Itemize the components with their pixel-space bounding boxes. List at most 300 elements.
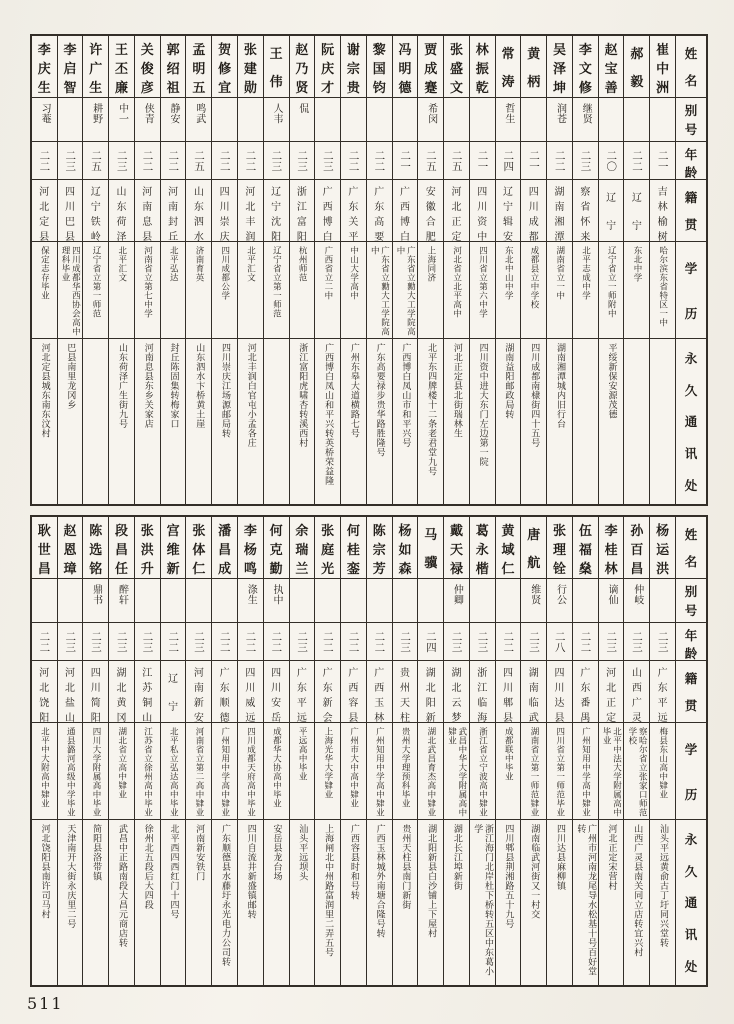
age-cell-text: 二八 (553, 630, 566, 653)
name-cell (83, 36, 108, 97)
alias-cell (161, 97, 186, 141)
education-cell (547, 722, 572, 819)
address-cell (624, 819, 649, 985)
name-cell (367, 36, 392, 97)
age-cell (32, 622, 57, 660)
native-cell-text: 察 省 怀 来 (580, 187, 591, 241)
name-cell-text: 吴 泽 坤 (553, 43, 567, 96)
header-native (676, 179, 706, 241)
name-cell (418, 517, 443, 578)
native-cell (393, 660, 418, 722)
education-cell (264, 722, 289, 819)
native-cell (470, 660, 495, 722)
alias-cell (264, 578, 289, 622)
header-native-text: 籍 贯 (684, 670, 698, 714)
address-cell-text: 广州市河南龙尾导水松基十号百好堂转 (575, 824, 597, 976)
education-cell (290, 722, 315, 819)
education-cell (496, 241, 521, 338)
age-cell (418, 141, 443, 179)
native-cell (58, 179, 83, 241)
education-cell-text: 广州知用中学高中肄业 (374, 727, 385, 817)
address-cell-text: 汕头平远坝头 (297, 824, 308, 881)
native-cell (58, 660, 83, 722)
age-cell-text: 二二 (502, 630, 515, 653)
native-cell (290, 660, 315, 722)
alias-cell (212, 578, 237, 622)
person-column (470, 517, 496, 985)
age-cell (599, 622, 624, 660)
address-cell (496, 819, 521, 985)
address-cell (315, 338, 340, 504)
name-cell (393, 517, 418, 578)
person-column (573, 36, 599, 504)
native-cell (599, 660, 624, 722)
native-cell-text: 山 东 荷 泽 (116, 187, 127, 241)
name-cell (599, 36, 624, 97)
age-cell (83, 141, 108, 179)
name-cell-text: 陈 选 铭 (89, 524, 103, 577)
alias-cell (32, 578, 57, 622)
education-cell-text: 东北中学 (632, 246, 643, 282)
name-cell (186, 517, 211, 578)
address-cell-text: 巴县南里龙冈乡 (65, 343, 76, 410)
name-cell-text: 许 广 生 (89, 43, 103, 96)
person-column (624, 36, 650, 504)
native-cell-text: 贵 州 天 柱 (399, 668, 410, 722)
name-cell (624, 517, 649, 578)
address-cell (161, 338, 186, 504)
education-cell (83, 241, 108, 338)
native-cell-text: 四 川 威 远 (245, 668, 256, 722)
age-cell-text: 二二 (579, 630, 592, 653)
native-cell-text: 湖 南 湘 潭 (554, 187, 565, 241)
education-cell-text: 广西省立二中 (322, 246, 333, 300)
alias-cell (521, 97, 546, 141)
address-cell-text: 平绥新保安源茂德 (606, 343, 617, 419)
address-cell (315, 819, 340, 985)
person-column (238, 36, 264, 504)
person-column (212, 517, 238, 985)
education-cell-text: 通县潞河高级中学毕业 (65, 727, 76, 817)
address-cell (418, 338, 443, 504)
person-column (341, 517, 367, 985)
name-cell-text: 赵 乃 贤 (295, 43, 309, 96)
native-cell (624, 660, 649, 722)
person-column (496, 36, 522, 504)
age-cell (650, 622, 675, 660)
native-cell-text: 河 北 定 县 (39, 187, 50, 241)
alias-cell (573, 578, 598, 622)
native-cell-text: 浙 江 临 海 (477, 668, 488, 722)
name-cell-text: 张 洪 升 (140, 524, 154, 577)
native-cell-text: 广 东 顺 德 (219, 668, 230, 722)
alias-cell (444, 97, 469, 141)
name-cell (341, 517, 366, 578)
age-cell-text: 二二 (141, 149, 154, 172)
alias-cell (547, 578, 572, 622)
age-cell-text: 二三 (399, 630, 412, 653)
address-cell (161, 819, 186, 985)
education-cell-text: 济南育英 (194, 246, 205, 282)
education-cell-text: 哈尔滨东省特区一中 (657, 246, 668, 327)
header-address-text: 永 久 通 讯 处 (684, 831, 698, 975)
age-cell-text: 二三 (605, 630, 618, 653)
person-column (341, 36, 367, 504)
name-cell-text: 潘 昌 成 (218, 524, 232, 577)
native-cell-text: 四 川 郫 县 (503, 668, 514, 722)
age-cell-text: 二三 (321, 149, 334, 172)
name-cell-text: 李 桂 林 (604, 524, 618, 577)
name-cell (444, 517, 469, 578)
native-cell (161, 179, 186, 241)
name-cell (212, 517, 237, 578)
age-cell (32, 141, 57, 179)
native-cell-text: 四 川 成 都 (528, 187, 539, 241)
native-cell-text: 河 北 正 定 (451, 187, 462, 241)
age-cell-text: 二三 (296, 149, 309, 172)
education-cell-text: 广州知用中学高中肄业 (219, 727, 230, 817)
age-cell-text: 二五 (193, 149, 206, 172)
name-cell (161, 517, 186, 578)
education-cell (418, 241, 443, 338)
age-cell (547, 622, 572, 660)
address-cell-text: 河北饶阳县南许司马村 (39, 824, 50, 919)
alias-cell-text: 耕野 (90, 103, 102, 124)
address-cell (83, 338, 108, 504)
age-cell (186, 622, 211, 660)
header-alias-text: 别 号 (684, 103, 698, 137)
name-cell (418, 36, 443, 97)
name-cell (521, 36, 546, 97)
native-cell-text: 浙 江 富 阳 (296, 187, 307, 241)
name-cell-text: 张 建 勋 (243, 43, 257, 96)
name-cell (341, 36, 366, 97)
age-cell-text: 二二 (347, 630, 360, 653)
native-cell (521, 660, 546, 722)
address-cell-text: 山西广灵县南关同立店转宜兴村 (632, 824, 643, 957)
native-cell (547, 660, 572, 722)
native-cell (109, 660, 134, 722)
native-cell (290, 179, 315, 241)
age-cell-text: 二三 (296, 630, 309, 653)
education-cell-text: 四川成都天府高中毕业 (245, 727, 256, 817)
age-cell-text: 二五 (424, 149, 437, 172)
native-cell (186, 660, 211, 722)
name-cell-text: 常 涛 (501, 47, 515, 90)
person-column (367, 517, 393, 985)
address-cell-text: 河南息县东乡关家店 (142, 343, 153, 429)
age-cell-text: 二〇 (605, 149, 618, 172)
person-column (418, 517, 444, 985)
person-column (521, 36, 547, 504)
name-cell (470, 517, 495, 578)
education-cell-text: 湖北武昌育杰高中肄业 (425, 727, 436, 817)
alias-cell (418, 578, 443, 622)
alias-cell (161, 578, 186, 622)
age-cell-text: 二三 (64, 149, 77, 172)
native-cell-text: 山 西 广 灵 (631, 668, 642, 722)
education-cell (32, 241, 57, 338)
address-cell-text: 广西博白凤山市和平兴号 (400, 343, 411, 448)
education-cell (315, 722, 340, 819)
education-cell-text: 河北省立北平高中 (451, 246, 462, 318)
name-cell-text: 王 丕 廉 (115, 43, 129, 96)
alias-cell-text: 中一 (116, 103, 128, 124)
native-cell (264, 179, 289, 241)
education-cell (573, 241, 598, 338)
header-name-text: 姓 名 (684, 526, 698, 570)
age-cell-text: 二一 (399, 149, 412, 172)
directory-table-bottom (30, 515, 708, 987)
education-cell (470, 241, 495, 338)
age-cell (290, 141, 315, 179)
native-cell (367, 660, 392, 722)
age-cell (573, 622, 598, 660)
alias-cell-text: 行公 (554, 584, 566, 605)
alias-cell (238, 578, 263, 622)
alias-cell-text: 希闵 (425, 103, 437, 124)
address-cell-text: 河北正定县北街瑞林生 (451, 343, 462, 438)
alias-cell (341, 578, 366, 622)
education-cell-text: 武昌中华大学附属高中肄业 (446, 727, 467, 817)
name-cell-text: 赵 恩 璋 (63, 524, 77, 577)
person-column (186, 36, 212, 504)
native-cell-text: 河 南 息 县 (142, 187, 153, 241)
education-cell-text: 广州知用中学高中肄业 (580, 727, 591, 817)
education-cell-text: 北平汇文 (245, 246, 256, 282)
name-cell (32, 517, 57, 578)
native-cell (341, 179, 366, 241)
address-cell-text: 封丘陈固集转梅家口 (168, 343, 179, 429)
header-education (676, 722, 706, 819)
name-cell-text: 何 克 勤 (269, 524, 283, 577)
age-cell-text: 二三 (527, 630, 540, 653)
education-cell (212, 722, 237, 819)
person-column (290, 517, 316, 985)
native-cell (264, 660, 289, 722)
person-column (624, 517, 650, 985)
age-cell-text: 二三 (270, 149, 283, 172)
address-cell-text: 山东泗水卞桥黄土崖 (194, 343, 205, 429)
education-cell-text: 上海同济 (425, 246, 436, 282)
native-cell-text: 湖 北 黄 冈 (116, 668, 127, 722)
alias-cell-text: 侠青 (142, 103, 154, 124)
education-cell-text: 四川大学附属高中毕业 (90, 727, 101, 817)
native-cell-text: 辽 宁 沈 阳 (271, 187, 282, 241)
education-cell (599, 241, 624, 338)
native-cell-text: 广 东 平 远 (296, 668, 307, 722)
education-cell (470, 722, 495, 819)
education-cell (186, 722, 211, 819)
education-cell-text: 广东省立勷大工学院高中 (394, 246, 416, 336)
native-cell (186, 179, 211, 241)
native-cell-text: 湖 北 云 梦 (451, 668, 462, 722)
name-cell-text: 贾 成 蹇 (424, 43, 438, 96)
address-cell-text: 武昌中正路南段大昌元商店转 (116, 824, 127, 948)
education-cell-text: 上海光华大学肄业 (322, 727, 333, 799)
name-cell-text: 李 庆 生 (37, 43, 51, 96)
address-cell (547, 819, 572, 985)
alias-cell-text: 哲生 (502, 103, 514, 124)
person-column (109, 517, 135, 985)
education-cell-text: 江苏省立徐州高中毕业 (142, 727, 153, 817)
alias-cell (83, 97, 108, 141)
name-cell-text: 黄 域 仁 (501, 524, 515, 577)
name-cell (161, 36, 186, 97)
age-cell-text: 二二 (270, 630, 283, 653)
address-cell-text: 四川资中进大东门左边第一院 (477, 343, 488, 467)
address-cell (83, 819, 108, 985)
address-cell (290, 819, 315, 985)
native-cell-text: 湖 南 临 武 (528, 668, 539, 722)
native-cell (212, 660, 237, 722)
name-cell (521, 517, 546, 578)
person-column (393, 36, 419, 504)
alias-cell (496, 97, 521, 141)
alias-cell-text: 醉轩 (116, 584, 128, 605)
age-cell (624, 141, 649, 179)
alias-cell-text: 执中 (271, 584, 283, 605)
age-cell (264, 622, 289, 660)
alias-cell-text: 继贤 (580, 103, 592, 124)
person-column (58, 517, 84, 985)
alias-cell-text: 习菴 (39, 103, 51, 124)
native-cell (135, 179, 160, 241)
alias-cell-text: 鸣武 (193, 103, 205, 124)
native-cell (212, 179, 237, 241)
education-cell-text: 梅县东山高中肄业 (657, 727, 668, 799)
native-cell (547, 179, 572, 241)
alias-cell (315, 578, 340, 622)
person-column (264, 517, 290, 985)
header-address-text: 永 久 通 讯 处 (684, 350, 698, 494)
education-cell (521, 722, 546, 819)
alias-cell (599, 578, 624, 622)
person-column (186, 517, 212, 985)
native-cell-text: 河 北 饶 阳 (39, 668, 50, 722)
name-cell (264, 517, 289, 578)
name-cell-text: 郝 毅 (630, 47, 644, 90)
native-cell-text: 辽 宁 (631, 193, 642, 232)
education-cell (496, 722, 521, 819)
education-cell (624, 241, 649, 338)
education-cell (650, 722, 675, 819)
person-column (599, 517, 625, 985)
native-cell-text: 河 南 封 丘 (168, 187, 179, 241)
education-cell (109, 241, 134, 338)
address-cell-text: 山东荷泽广生街九号 (116, 343, 127, 429)
age-cell-text: 二一 (527, 149, 540, 172)
age-cell-text: 二三 (631, 630, 644, 653)
education-cell (32, 722, 57, 819)
name-cell-text: 谢 宗 贵 (346, 43, 360, 96)
education-cell (418, 722, 443, 819)
header-address (676, 338, 706, 504)
name-cell-text: 贺 修 宜 (218, 43, 232, 96)
person-column (573, 517, 599, 985)
alias-cell (341, 97, 366, 141)
age-cell (496, 141, 521, 179)
education-cell (341, 722, 366, 819)
education-cell-text: 辽宁省立一师附中 (606, 246, 617, 318)
address-cell (290, 338, 315, 504)
address-cell (573, 338, 598, 504)
alias-cell (470, 578, 495, 622)
name-cell-text: 王 伟 (269, 47, 283, 90)
education-cell (264, 241, 289, 338)
alias-cell (650, 578, 675, 622)
name-cell (135, 517, 160, 578)
education-cell (599, 722, 624, 819)
name-cell (290, 517, 315, 578)
address-cell-text: 广西玉林城外南塘合隆号转 (374, 824, 385, 938)
native-cell (238, 179, 263, 241)
header-alias (676, 578, 706, 622)
age-cell (573, 141, 598, 179)
education-cell (186, 241, 211, 338)
alias-cell (624, 97, 649, 141)
education-cell-text: 四川省立第六中学 (477, 246, 488, 318)
education-cell-text: 湖南省立一中 (554, 246, 565, 300)
address-cell (444, 338, 469, 504)
address-cell (341, 819, 366, 985)
address-cell (418, 819, 443, 985)
native-cell-text: 辽 宁 辑 安 (503, 187, 514, 241)
name-cell-text: 马 骥 (424, 528, 438, 571)
education-cell (212, 241, 237, 338)
native-cell (444, 660, 469, 722)
person-column (547, 36, 573, 504)
native-cell-text: 广 东 平 远 (657, 668, 668, 722)
address-cell (264, 819, 289, 985)
native-cell (83, 660, 108, 722)
age-cell (650, 141, 675, 179)
native-cell-text: 四 川 资 中 (477, 187, 488, 241)
address-cell-text: 浙江海门北岸杜下桥转五区中东葛小学 (472, 824, 494, 976)
address-cell (109, 819, 134, 985)
native-cell-text: 辽 宁 (168, 674, 179, 713)
person-column (650, 36, 676, 504)
alias-cell (58, 578, 83, 622)
education-cell-text: 辽宁省立第一师范 (90, 246, 101, 318)
age-cell (315, 141, 340, 179)
education-cell (83, 722, 108, 819)
age-cell (470, 141, 495, 179)
age-cell (624, 622, 649, 660)
address-cell (650, 338, 675, 504)
alias-cell-text: 维贤 (528, 584, 540, 605)
alias-cell (238, 97, 263, 141)
alias-cell (367, 578, 392, 622)
name-cell-text: 耿 世 昌 (37, 524, 51, 577)
education-cell-text: 北平志成中学 (580, 246, 591, 300)
name-cell (135, 36, 160, 97)
name-cell-text: 段 昌 任 (115, 524, 129, 577)
age-cell (212, 622, 237, 660)
address-cell-text: 湖北长江埠新街 (451, 824, 462, 891)
name-cell-text: 张 体 仁 (192, 524, 206, 577)
address-cell-text: 湖北阳新县白沙铺上下屋村 (426, 824, 437, 938)
native-cell-text: 广 东 关 平 (348, 187, 359, 241)
alias-cell (135, 578, 160, 622)
address-cell (547, 338, 572, 504)
age-cell-text: 二五 (450, 149, 463, 172)
age-cell-text: 二二 (373, 630, 386, 653)
education-cell (161, 722, 186, 819)
alias-cell (418, 97, 443, 141)
address-cell (135, 819, 160, 985)
native-cell (444, 179, 469, 241)
